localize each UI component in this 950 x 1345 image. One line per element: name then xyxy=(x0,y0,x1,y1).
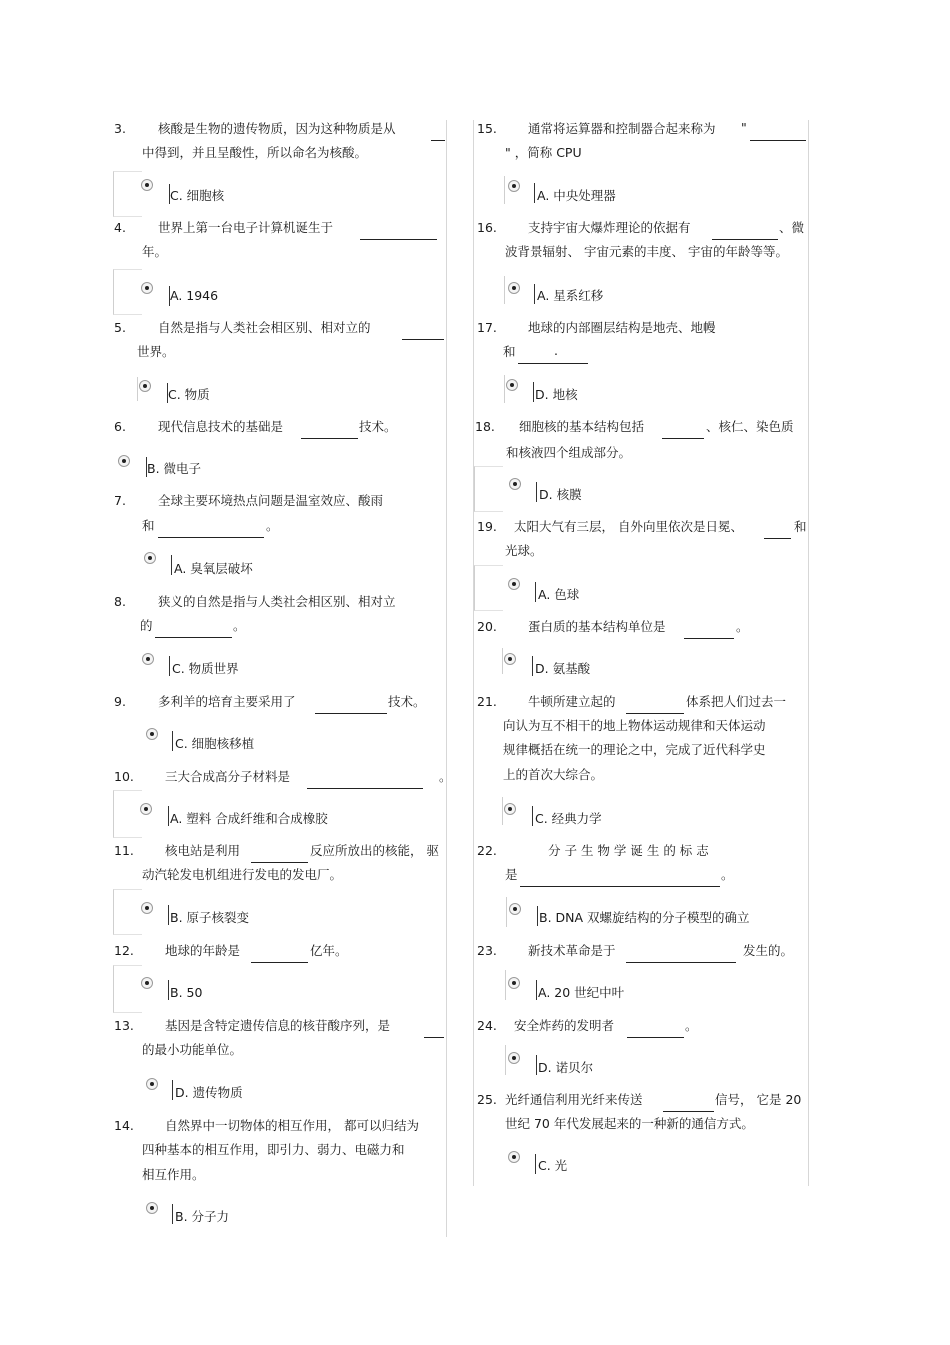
selected-answer: A. 1946 xyxy=(170,288,219,303)
text-cursor xyxy=(172,731,173,751)
question-18 xyxy=(474,419,808,519)
question-text: 反应所放出的核能， 驱 xyxy=(310,843,439,858)
question-8 xyxy=(113,593,446,693)
question-19 xyxy=(474,519,808,619)
question-11 xyxy=(113,843,446,943)
question-text: 。 xyxy=(266,518,279,533)
text-cursor xyxy=(137,377,138,401)
question-23 xyxy=(474,942,808,1017)
text-cursor xyxy=(506,897,507,927)
text-cursor xyxy=(535,582,536,602)
answer-blank xyxy=(155,623,232,638)
question-number: 13. xyxy=(114,1018,134,1033)
answer-blank xyxy=(251,848,308,863)
text-cursor xyxy=(171,555,172,575)
answer-blank xyxy=(315,699,387,714)
question-text: 技术。 xyxy=(388,694,426,709)
answer-frame xyxy=(113,790,142,838)
question-text: . xyxy=(554,343,558,358)
question-text: 。 xyxy=(233,618,246,633)
selected-answer: D. 地核 xyxy=(535,387,578,402)
question-text: 向认为互不相干的地上物体运动规律和天体运动 xyxy=(503,718,766,733)
right-question-column xyxy=(473,120,809,1186)
selected-answer: C. 经典力学 xyxy=(535,811,602,826)
radio-selected-icon[interactable] xyxy=(508,977,520,989)
question-text: 波背景辐射、 宇宙元素的丰度、 宇宙的年龄等等。 xyxy=(505,244,788,259)
question-text: 、微 xyxy=(779,220,805,235)
text-cursor xyxy=(533,382,534,402)
question-text: 自然是指与人类社会相区别、相对立的 xyxy=(158,320,371,335)
question-text: 和 xyxy=(794,519,807,534)
question-text: 世界上第一台电子计算机诞生于 xyxy=(158,220,334,235)
left-question-column xyxy=(113,120,452,1237)
selected-answer: D. 诺贝尔 xyxy=(538,1060,594,1075)
question-number: 5. xyxy=(114,320,126,335)
radio-selected-icon[interactable] xyxy=(118,455,130,467)
question-text: 世界。 xyxy=(137,344,175,359)
question-text: 核酸是生物的遗传物质，因为这种物质是从 xyxy=(158,121,396,136)
text-cursor xyxy=(536,980,537,1000)
text-cursor xyxy=(168,806,169,826)
question-16 xyxy=(474,220,808,320)
question-text: 通常将运算器和控制器合起来称为 xyxy=(528,121,716,136)
question-text: 的 xyxy=(140,618,153,633)
radio-selected-icon[interactable] xyxy=(508,1052,520,1064)
answer-blank xyxy=(627,1023,684,1038)
answer-blank xyxy=(626,948,736,963)
question-17 xyxy=(474,319,808,419)
selected-answer: A. 臭氧层破坏 xyxy=(174,561,253,576)
question-text: " ，简称 CPU xyxy=(505,145,582,160)
radio-selected-icon[interactable] xyxy=(509,903,521,915)
answer-frame xyxy=(113,965,142,1013)
answer-blank xyxy=(764,524,791,539)
question-3 xyxy=(113,120,446,220)
text-cursor xyxy=(505,970,506,1000)
selected-answer: B. 50 xyxy=(170,985,203,1000)
question-text: 发生的。 xyxy=(743,943,794,958)
radio-selected-icon[interactable] xyxy=(509,478,521,490)
text-cursor xyxy=(536,482,537,502)
question-text: 上的首次大综合。 xyxy=(503,767,604,782)
answer-frame xyxy=(474,565,503,611)
selected-answer: A. 色球 xyxy=(538,587,580,602)
question-number: 8. xyxy=(114,594,126,609)
text-cursor xyxy=(169,656,170,676)
text-cursor xyxy=(172,1080,173,1100)
question-number: 11. xyxy=(114,843,134,858)
question-24 xyxy=(474,1017,808,1092)
question-number: 21. xyxy=(477,694,497,709)
radio-selected-icon[interactable] xyxy=(146,1078,158,1090)
selected-answer: C. 细胞核移植 xyxy=(175,736,255,751)
text-cursor xyxy=(168,980,169,1000)
answer-blank xyxy=(663,1097,714,1112)
text-cursor xyxy=(534,183,535,203)
question-14 xyxy=(113,1117,446,1237)
question-text: 安全炸药的发明者 xyxy=(514,1018,615,1033)
selected-answer: D. 遗传物质 xyxy=(175,1085,243,1100)
answer-blank xyxy=(402,325,444,340)
question-15 xyxy=(474,120,808,220)
question-text: 。 xyxy=(721,867,734,882)
text-cursor xyxy=(504,176,505,204)
question-text: 牛顿所建立起的 xyxy=(528,694,616,709)
selected-answer: C. 细胞核 xyxy=(170,188,225,203)
question-number: 3. xyxy=(114,121,126,136)
question-text: 蛋白质的基本结构单位是 xyxy=(528,619,666,634)
question-number: 16. xyxy=(477,220,497,235)
question-text: 三大合成高分子材料是 xyxy=(165,769,291,784)
question-21 xyxy=(474,693,808,843)
question-number: 18. xyxy=(475,419,495,434)
answer-frame xyxy=(113,269,142,315)
question-number: 6. xyxy=(114,419,126,434)
question-5 xyxy=(113,319,446,419)
question-text: 太阳大气有三层， 自外向里依次是日冕、 xyxy=(514,519,743,534)
question-text: 信号， 它是 20 xyxy=(715,1092,802,1107)
question-text: 光纤通信利用光纤来传送 xyxy=(505,1092,643,1107)
selected-answer: B. 原子核裂变 xyxy=(170,910,250,925)
radio-selected-icon[interactable] xyxy=(508,578,520,590)
radio-selected-icon[interactable] xyxy=(508,180,520,192)
text-cursor xyxy=(502,648,503,674)
question-text: 光球。 xyxy=(505,543,543,558)
question-text: 核电站是利用 xyxy=(165,843,241,858)
question-text: 世纪 70 年代发展起来的一种新的通信方式。 xyxy=(505,1116,754,1131)
answer-blank xyxy=(518,349,588,364)
question-text: 动汽轮发电机组进行发电的发电厂。 xyxy=(142,867,343,882)
question-number: 10. xyxy=(114,769,134,784)
selected-answer: B. DNA 双螺旋结构的分子模型的确立 xyxy=(539,910,750,925)
question-text: 支持宇宙大爆炸理论的依据有 xyxy=(528,220,691,235)
radio-selected-icon[interactable] xyxy=(141,977,153,989)
question-number: 7. xyxy=(114,493,126,508)
selected-answer: A. 20 世纪中叶 xyxy=(538,985,625,1000)
question-text: 全球主要环境热点问题是温室效应、酸雨 xyxy=(158,493,384,508)
question-13 xyxy=(113,1017,446,1117)
radio-selected-icon[interactable] xyxy=(141,179,153,191)
radio-selected-icon[interactable] xyxy=(506,379,518,391)
text-cursor xyxy=(537,906,538,926)
question-text: 狭义的自然是指与人类社会相区别、相对立 xyxy=(158,594,396,609)
text-cursor xyxy=(535,1154,536,1174)
radio-selected-icon[interactable] xyxy=(146,728,158,740)
answer-blank xyxy=(307,774,423,789)
text-cursor xyxy=(504,375,505,403)
question-text: 多利羊的培育主要采用了 xyxy=(158,694,296,709)
question-number: 24. xyxy=(477,1018,497,1033)
text-cursor xyxy=(504,276,505,304)
question-text: 和 xyxy=(142,518,155,533)
question-text: 亿年。 xyxy=(310,943,348,958)
radio-selected-icon[interactable] xyxy=(508,1151,520,1163)
question-text: 中得到，并且呈酸性，所以命名为核酸。 xyxy=(142,145,368,160)
question-4 xyxy=(113,220,446,320)
text-cursor xyxy=(536,1055,537,1075)
selected-answer: C. 物质世界 xyxy=(172,661,239,676)
question-25 xyxy=(474,1092,808,1186)
selected-answer: A. 星系红移 xyxy=(537,288,604,303)
question-number: 17. xyxy=(477,320,497,335)
question-6 xyxy=(113,419,446,494)
question-text: 和 xyxy=(503,344,516,359)
question-number: 25. xyxy=(477,1092,497,1107)
radio-selected-icon[interactable] xyxy=(142,653,154,665)
answer-frame xyxy=(113,171,142,217)
question-number: 20. xyxy=(477,619,497,634)
text-cursor xyxy=(168,905,169,925)
question-text: 细胞核的基本结构包括 xyxy=(519,419,645,434)
answer-blank xyxy=(431,126,445,141)
question-text: 现代信息技术的基础是 xyxy=(158,419,284,434)
selected-answer: D. 氨基酸 xyxy=(535,661,591,676)
answer-blank xyxy=(520,872,720,887)
question-12 xyxy=(113,942,446,1017)
question-text: 相互作用。 xyxy=(142,1167,205,1182)
question-text: 地球的内部圈层结构是地壳、地幔 xyxy=(528,320,716,335)
text-cursor xyxy=(172,1204,173,1224)
question-text: 规律概括在统一的理论之中，完成了近代科学史 xyxy=(503,742,766,757)
question-text: 新技术革命是于 xyxy=(528,943,616,958)
radio-selected-icon[interactable] xyxy=(140,803,152,815)
question-text: 是 xyxy=(505,867,518,882)
question-text: 和核液四个组成部分。 xyxy=(506,445,632,460)
selected-answer: A. 塑料 合成纤维和合成橡胶 xyxy=(170,811,328,826)
question-text: 。 xyxy=(736,619,749,634)
question-number: 12. xyxy=(114,943,134,958)
selected-answer: B. 微电子 xyxy=(147,461,202,476)
answer-blank xyxy=(662,424,704,439)
question-text: 自然界中一切物体的相互作用， 都可以归结为 xyxy=(165,1118,419,1133)
answer-blank xyxy=(712,225,778,240)
question-text: 体系把人们过去一 xyxy=(686,694,787,709)
answer-blank xyxy=(301,424,358,439)
radio-selected-icon[interactable] xyxy=(146,1202,158,1214)
question-number: 23. xyxy=(477,943,497,958)
question-number: 15. xyxy=(477,121,497,136)
text-cursor xyxy=(534,284,535,304)
question-10 xyxy=(113,768,452,843)
question-text: 分 子 生 物 学 诞 生 的 标 志 xyxy=(548,843,709,858)
question-9 xyxy=(113,693,446,768)
radio-selected-icon[interactable] xyxy=(141,282,153,294)
text-cursor xyxy=(505,1045,506,1075)
selected-answer: A. 中央处理器 xyxy=(537,188,616,203)
answer-blank xyxy=(158,523,264,538)
question-text: 年。 xyxy=(142,244,168,259)
question-number: 19. xyxy=(477,519,497,534)
question-7 xyxy=(113,493,446,593)
answer-blank xyxy=(424,1023,444,1038)
selected-answer: B. 分子力 xyxy=(175,1209,230,1224)
question-number: 14. xyxy=(114,1118,134,1133)
answer-blank xyxy=(750,126,806,141)
selected-answer: C. 光 xyxy=(538,1158,568,1173)
answer-frame xyxy=(474,466,503,512)
selected-answer: C. 物质 xyxy=(168,387,210,402)
question-text: 四种基本的相互作用，即引力、弱力、电磁力和 xyxy=(142,1142,405,1157)
question-number: 9. xyxy=(114,694,126,709)
answer-blank xyxy=(626,699,684,714)
question-20 xyxy=(474,618,808,693)
radio-selected-icon[interactable] xyxy=(144,552,156,564)
question-text: 、核仁、染色质 xyxy=(706,419,794,434)
question-text: 基因是含特定遗传信息的核苷酸序列，是 xyxy=(165,1018,391,1033)
radio-selected-icon[interactable] xyxy=(504,803,516,815)
question-text: 地球的年龄是 xyxy=(165,943,241,958)
question-text: " xyxy=(741,120,747,135)
answer-blank xyxy=(251,948,308,963)
text-cursor xyxy=(532,656,533,676)
text-cursor xyxy=(502,797,503,825)
question-text: 技术。 xyxy=(359,419,397,434)
selected-answer: D. 核膜 xyxy=(539,487,582,502)
question-number: 4. xyxy=(114,220,126,235)
radio-selected-icon[interactable] xyxy=(139,380,151,392)
question-22 xyxy=(474,843,808,943)
radio-selected-icon[interactable] xyxy=(508,282,520,294)
question-text: 的最小功能单位。 xyxy=(142,1042,243,1057)
answer-frame xyxy=(113,889,142,935)
question-number: 22. xyxy=(477,843,497,858)
text-cursor xyxy=(532,806,533,826)
question-text: 。 xyxy=(439,769,452,784)
answer-blank xyxy=(360,225,437,240)
radio-selected-icon[interactable] xyxy=(504,653,516,665)
question-text: 。 xyxy=(685,1018,698,1033)
radio-selected-icon[interactable] xyxy=(141,902,153,914)
answer-blank xyxy=(684,624,734,639)
